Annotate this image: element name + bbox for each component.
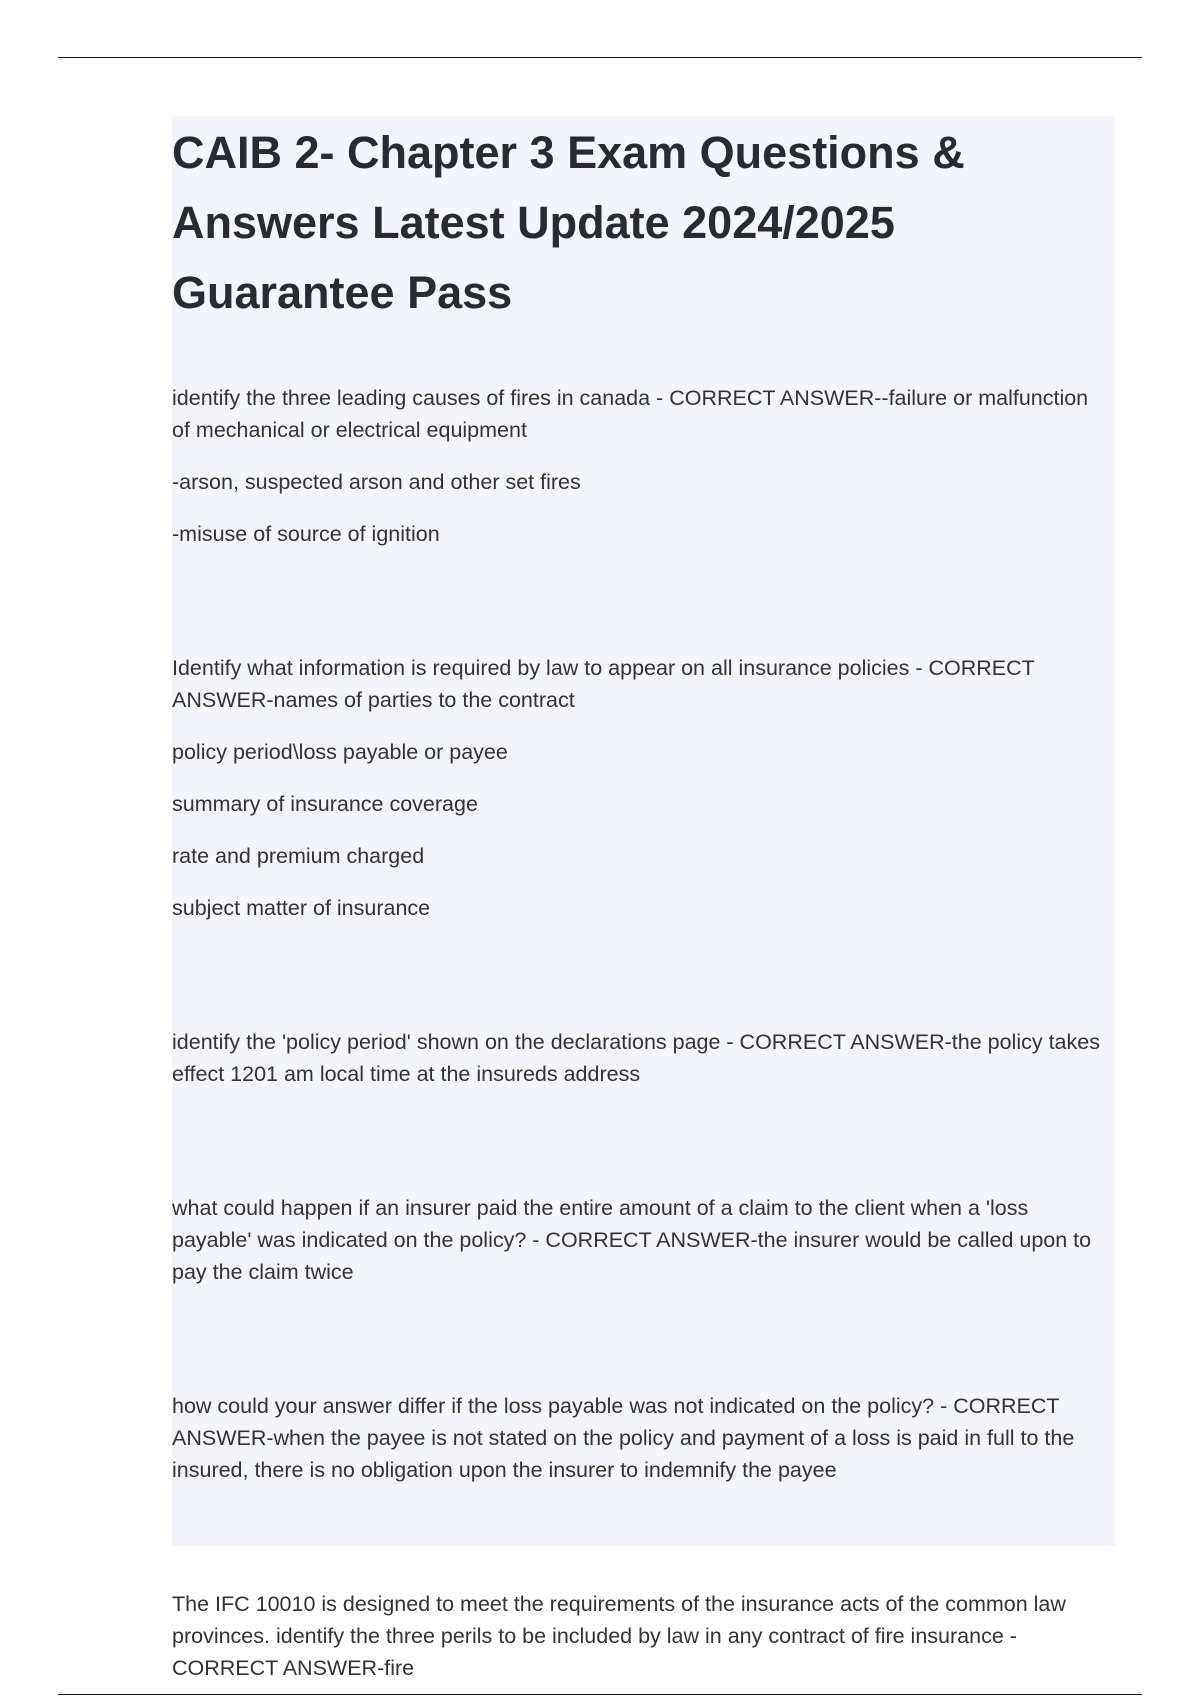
document-body (172, 116, 1115, 1680)
qa-text: how could your answer differ if the loss payable was not indicated on the policy? - CORRECT ANSWER-when the payee is not stated on the policy and payment of a loss is paid in full to the insured, there is no obligation upon the insurer to indemnify the payee (172, 1394, 1075, 1482)
qa-list (172, 382, 1109, 1684)
qa-extra-line: rate and premium charged (172, 844, 425, 868)
qa-entry (172, 1390, 1109, 1486)
qa-extra-line: policy period\loss payable or payee (172, 740, 508, 764)
qa-text: identify the three leading causes of fires in canada - CORRECT ANSWER--failure or malfunction of mechanical or electrical equipment (172, 386, 1089, 442)
qa-entry (172, 1588, 1109, 1684)
qa-extra-line: -arson, suspected arson and other set fires (172, 470, 581, 494)
qa-entry (172, 382, 1109, 550)
qa-text: Identify what information is required by law to appear on all insurance policies - CORRECT ANSWER-names of parties to the contract (172, 656, 1035, 712)
qa-text: what could happen if an insurer paid the entire amount of a claim to the client when a 'loss payable' was indicated on the policy? - CORRECT ANSWER-the insurer would be called upon to pay the claim twice (172, 1196, 1092, 1284)
qa-extra-line: subject matter of insurance (172, 896, 431, 920)
footer-rule (58, 1694, 1142, 1695)
qa-entry (172, 1026, 1109, 1090)
qa-entry (172, 1192, 1109, 1288)
qa-extra-line: summary of insurance coverage (172, 792, 478, 816)
header-rule (58, 57, 1142, 58)
document-title: CAIB 2- Chapter 3 Exam Questions & Answers Latest Update 2024/2025 Guarantee Pass (172, 127, 965, 318)
qa-text: identify the 'policy period' shown on the declarations page - CORRECT ANSWER-the policy takes effect 1201 am local time at the insureds address (172, 1030, 1100, 1086)
qa-text: The IFC 10010 is designed to meet the requirements of the insurance acts of the common law provinces. identify the three perils to be included by law in any contract of fire insurance - CORRECT ANSWER-fire (172, 1592, 1066, 1680)
qa-extra-line: -misuse of source of ignition (172, 522, 440, 546)
qa-entry (172, 652, 1109, 924)
